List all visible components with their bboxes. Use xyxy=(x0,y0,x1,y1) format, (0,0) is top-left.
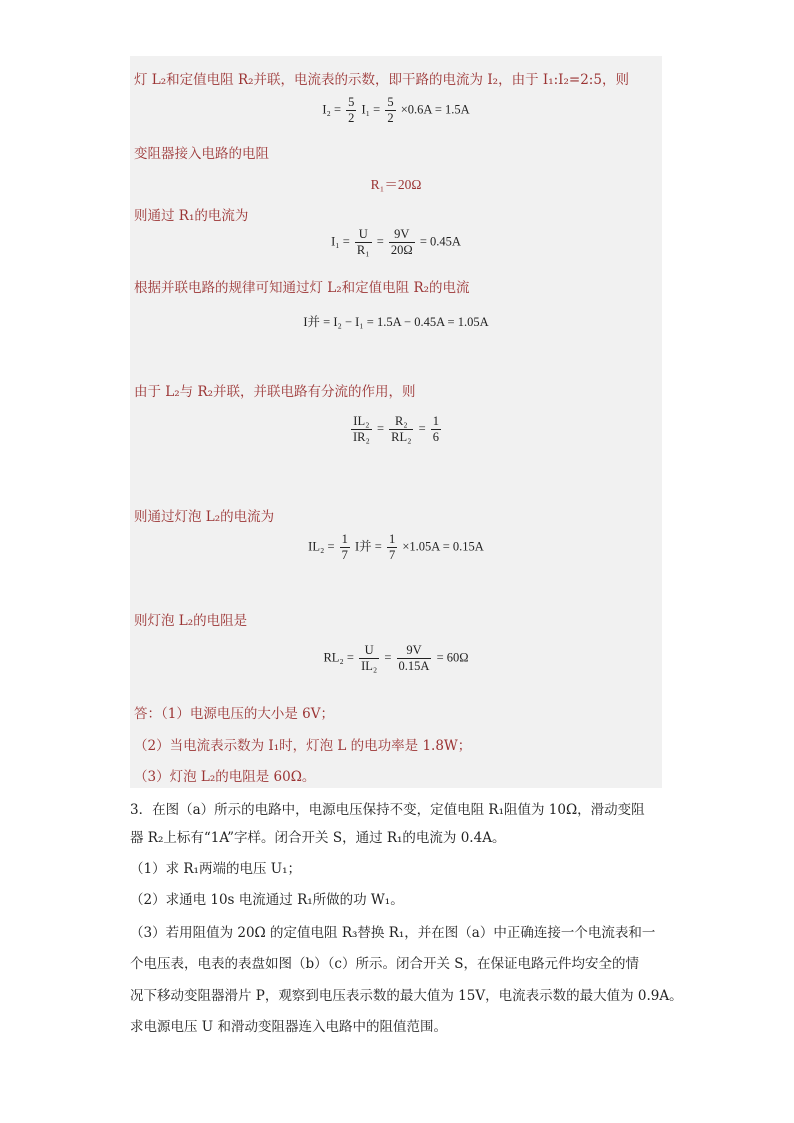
equation-1: I₂ = $\frac{5}{2}$ I₁ = $\frac{5}{2}$ ×0.6A = 1.5A xyxy=(322,95,470,125)
question-line-6: 个电压表，电表的表盘如图（b）（c）所示。闭合开关 S，在保证电路元件均安全的情 xyxy=(130,956,639,972)
solution-line-5: 由于 L₂与 R₂并联，并联电路有分流的作用，则 xyxy=(134,384,416,400)
question-line-7: 况下移动变阻器滑片 P，观察到电压表示数的最大值为 15V，电流表示数的最大值为 0.9A。 xyxy=(130,988,683,1004)
answer-3: （3）灯泡 L₂的电阻是 60Ω。 xyxy=(134,769,316,785)
solution-line-4: 根据并联电路的规律可知通过灯 L₂和定值电阻 R₂的电流 xyxy=(134,280,470,296)
solution-line-3: 则通过 R₁的电流为 xyxy=(134,208,249,224)
solution-line-6: 则通过灯泡 L₂的电流为 xyxy=(134,509,275,525)
equation-6: IL₂ = $\frac{1}{7}$ I并 = $\frac{1}{7}$ ×1.05A = 0.15A xyxy=(308,532,484,562)
solution-line-1: 灯 L₂和定值电阻 R₂并联，电流表的示数，即干路的电流为 I₂，由于 I₁:I₂=2:5，则 xyxy=(134,72,629,88)
question-line-4: （2）求通电 10s 电流通过 R₁所做的功 W₁。 xyxy=(130,892,404,908)
question-line-2: 器 R₂上标有“1A”字样。闭合开关 S，通过 R₁的电流为 0.4A。 xyxy=(130,830,506,846)
question-line-3: （1）求 R₁两端的电压 U₁； xyxy=(130,861,302,877)
equation-4: I并 = I₂ − I₁ = 1.5A − 0.45A = 1.05A xyxy=(303,315,489,329)
equation-7: RL₂ = $\frac{U}{\text{IL₂}}$ = $\frac{9V}{0.15A}$ = 60Ω xyxy=(323,643,469,673)
equation-2: R₁＝20Ω xyxy=(370,177,422,192)
question-line-1: 3．在图（a）所示的电路中，电源电压保持不变，定值电阻 R₁阻值为 10Ω，滑动变阻 xyxy=(130,802,645,818)
equation-3: I₁ = $\frac{U}{\text{R₁}}$ = $\frac{9V}{20\Omega}$ = 0.45A xyxy=(331,227,461,257)
answer-intro: 答：（1）电源电压的大小是 6V； xyxy=(134,706,334,722)
solution-line-2: 变阻器接入电路的电阻 xyxy=(134,146,269,162)
answer-2: （2）当电流表示数为 I₁时，灯泡 L 的电功率是 1.8W； xyxy=(134,738,472,754)
equation-5: $\frac{\text{IL₂}}{\text{IR₂}}$ = $\frac{\text{R₂}}{\text{RL₂}}$ = $\frac{1}{6}$ xyxy=(352,414,440,444)
question-line-8: 求电源电压 U 和滑动变阻器连入电路中的阻值范围。 xyxy=(130,1019,447,1035)
question-line-5: （3）若用阻值为 20Ω 的定值电阻 R₃替换 R₁，并在图（a）中正确连接一个电流表和一 xyxy=(130,925,656,941)
solution-line-7: 则灯泡 L₂的电阻是 xyxy=(134,613,248,629)
